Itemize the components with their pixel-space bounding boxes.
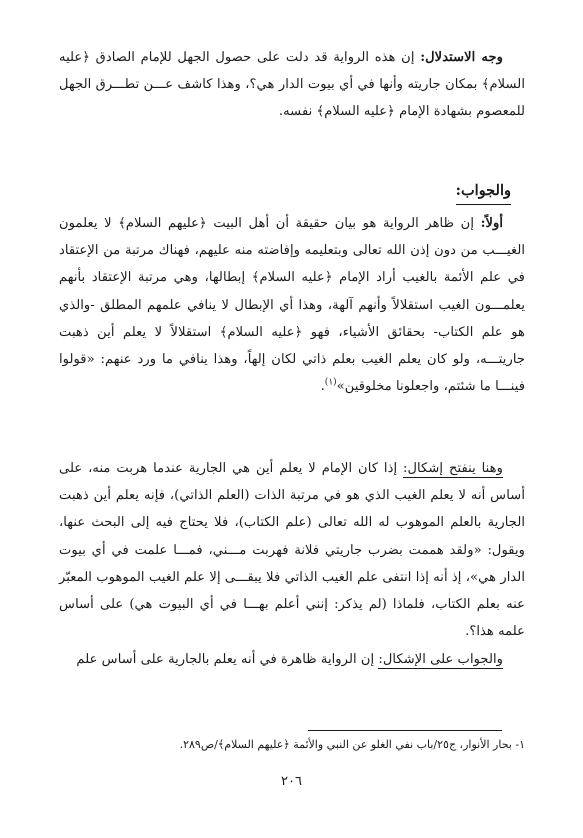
footnote-reference[interactable]: (١): [324, 377, 337, 388]
paragraph-lead: وجه الاستدلال:: [420, 50, 503, 65]
paragraph-lead: وهنا ينفتح إشكال:: [403, 461, 503, 476]
paragraph-argument: [59, 44, 525, 126]
paragraph-text: إذا كان الإمام لا يعلم أين هي الجارية عندما هربت منه، على أساس أنه لا يعلم الغيب الذي هو في مرتبة الذات (العلم الذاتي)، فإنه يعلم أين ذهبت الجارية بالعلم الموهوب له الله تعالى (علم الكتاب)، فلا يحتاج فيه إلى البحث عنها، ويقول: «ولقد هممت بضرب جاريتي فلانة فهربت مـــني، فمـــا علمت في أي بيوت الدار هي»، إذ أنه إذا انتفى علم الغيب الذاتي فلا يبقـــى إلا علم الغيب الموهوب المعبّر عنه بعلم الكتاب، فلماذا (لم يذكر: إنني أعلم بهـــا في أي البيوت هي) على أساس علمه هذا؟.: [59, 461, 525, 640]
paragraph-lead: أولاً:: [480, 216, 503, 231]
paragraph-first-answer: [59, 210, 525, 400]
paragraph-objection: [59, 455, 525, 645]
section-heading: والجواب:: [456, 180, 511, 205]
page-number: ٢٠٦: [281, 774, 302, 789]
paragraph-reply: [59, 646, 525, 673]
paragraph-text: إن ظاهر الرواية هو بيان حقيقة أن أهل البيت ﴿عليهم السلام﴾ لا يعلمون الغيـــب من دون إذن الله تعالى وبتعليمه وإفاضته منه عليهم، فهناك مرتبة من الإعتقاد في علم الأئمة بالغيب أراد الإمام ﴿عليه السلام﴾ إبطالها، وهي مرتبة الإعتقاد بأنهم يعلمـــون الغيب استقلالاً وأنهم آلهة، وهذا أي الإبطال لا ينافي علمهم المطلق -والذي هو علم الكتاب- بحقائق الأشياء، فهو ﴿عليه السلام﴾ استقلالاً لا يعلم أين ذهبت جاريتـــه، ولو كان يعلم الغيب بعلم ذاتي لكان إلهاً، وهذا ينافي ما ورد عنهم: «قولوا فينـــا ما شئتم، واجعلونا مخلوقين»: [59, 216, 525, 395]
footnote: ١- بحار الأنوار، ج٢٥/باب نفي الغلو عن النبي والأئمة ﴿عليهم السلام﴾/ص٢٨٩.: [179, 738, 525, 751]
paragraph-text: إن الرواية ظاهرة في أنه يعلم بالجارية على أساس علم: [76, 652, 379, 667]
paragraph-tail: .: [320, 379, 325, 395]
paragraph-lead: والجواب على الإشكال:: [378, 652, 503, 667]
footnote-divider: [308, 730, 502, 731]
paragraph-text: إن هذه الرواية قد دلت على حصول الجهل للإمام الصادق ﴿عليه السلام﴾ بمكان جاريته وأنها في أي بيوت الدار هي؟، وهذا كاشف عـــن تطـــرق الجهل للمعصوم بشهادة الإمام ﴿عليه السلام﴾ نفسه.: [59, 50, 525, 120]
